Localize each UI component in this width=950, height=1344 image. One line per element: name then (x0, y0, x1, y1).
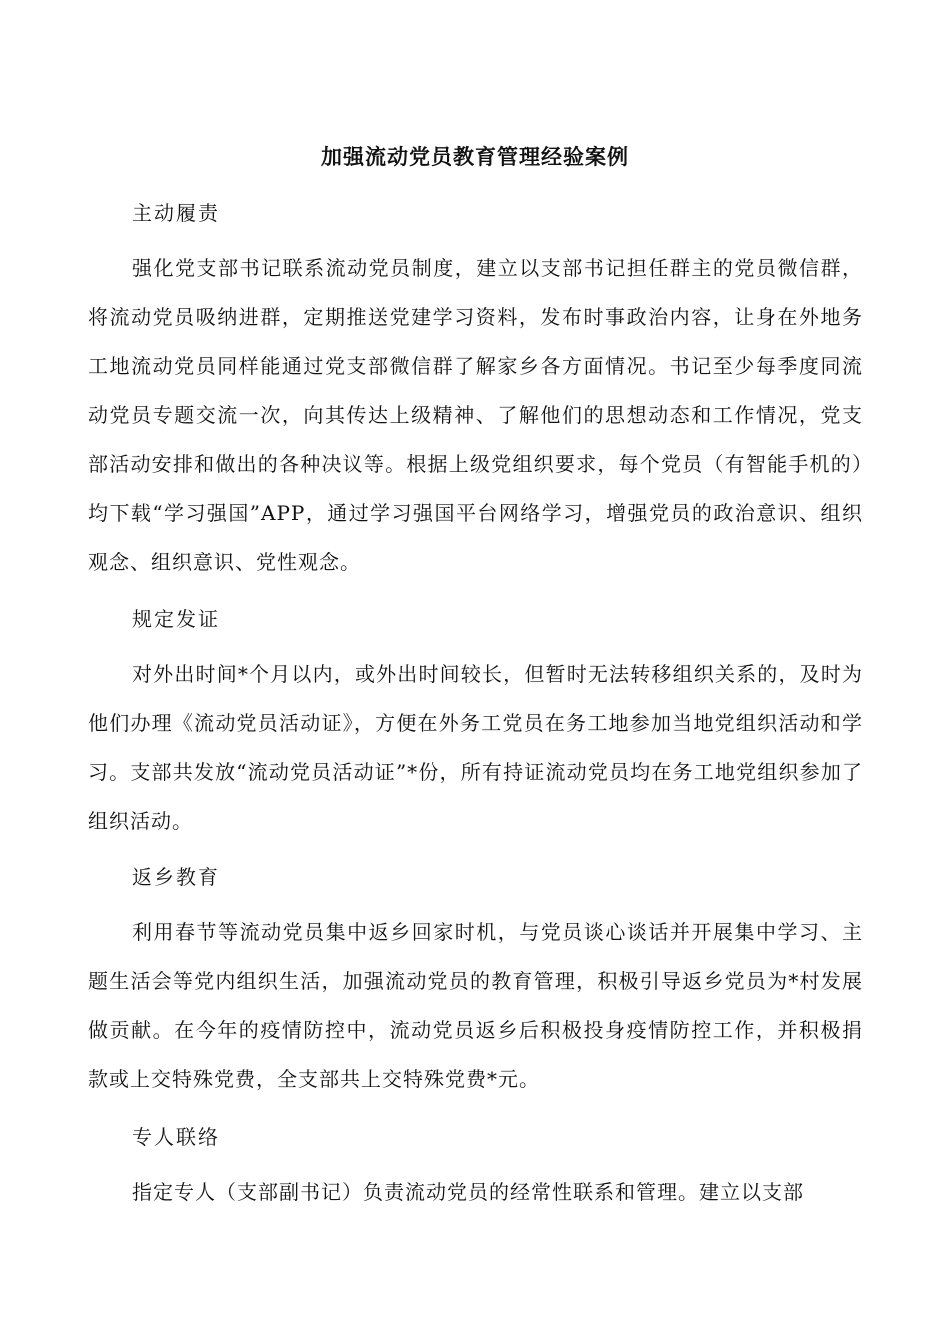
document-title: 加强流动党员教育管理经验案例 (321, 144, 629, 169)
section-paragraph-3: 利用春节等流动党员集中返乡回家时机，与党员谈心谈话并开展集中学习、主题生活会等党内组织生活，加强流动党员的教育管理，积极引导返乡党员为*村发展做贡献。在今年的疫情防控中，流动党员返乡后积极投身疫情防控工作，并积极捐款或上交特殊党费，全支部共上交特殊党费*元。 (88, 920, 863, 1091)
section-paragraph-2: 对外出时间*个月以内，或外出时间较长，但暂时无法转移组织关系的，及时为他们办理《流动党员活动证》，方便在外务工党员在务工地参加当地党组织活动和学习。支部共发放“流动党员活动证”*份，所有持证流动党员均在务工地党组织参加了组织活动。 (88, 662, 863, 833)
section-heading-3: 返乡教育 (132, 865, 220, 889)
section-paragraph-1: 强化党支部书记联系流动党员制度，建立以支部书记担任群主的党员微信群，将流动党员吸纳进群，定期推送党建学习资料，发布时事政治内容，让身在外地务工地流动党员同样能通过党支部微信群了解家乡各方面情况。书记至少每季度同流动党员专题交流一次，向其传达上级精神、了解他们的思想动态和工作情况，党支部活动安排和做出的各种决议等。根据上级党组织要求，每个党员（有智能手机的）均下载“学习强国”APP，通过学习强国平台网络学习，增强党员的政治意识、组织观念、组织意识、党性观念。 (88, 256, 863, 574)
section-heading-1: 主动履责 (132, 201, 220, 225)
section-paragraph-4: 指定专人（支部副书记）负责流动党员的经常性联系和管理。建立以支部 (132, 1180, 804, 1204)
section-heading-4: 专人联络 (132, 1125, 220, 1149)
section-heading-2: 规定发证 (132, 607, 220, 631)
